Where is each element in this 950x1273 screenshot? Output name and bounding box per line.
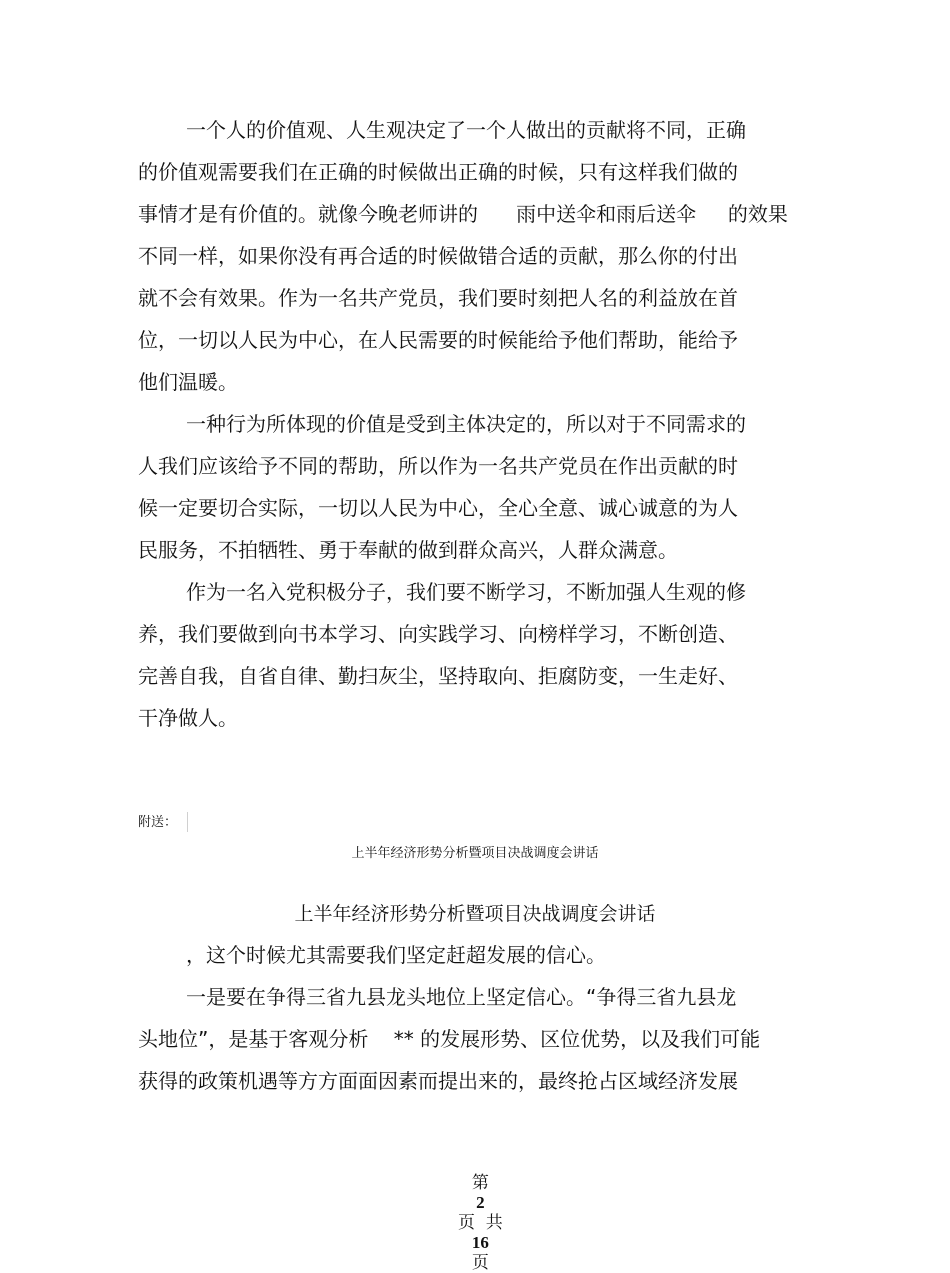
appendix-line: 一是要在争得三省九县龙头地位上坚定信心。“争得三省九县龙 xyxy=(186,985,737,1009)
body-line: 就不会有效果。作为一名共产党员，我们要时刻把人名的利益放在首 xyxy=(138,286,738,310)
appendix-small-title: 上半年经济形势分析暨项目决战调度会讲话 xyxy=(351,846,599,861)
appendix-line: 头地位”，是基于客观分析 ** 的发展形势、区位优势，以及我们可能 xyxy=(138,1027,761,1051)
body-line: 他们温暖。 xyxy=(138,370,238,394)
body-line: 干净做人。 xyxy=(138,706,238,730)
body-line: 的价值观需要我们在正确的时候做出正确的时候，只有这样我们做的 xyxy=(138,160,738,184)
body-line: 一种行为所体现的价值是受到主体决定的，所以对于不同需求的 xyxy=(186,412,746,436)
appendix-title: 上半年经济形势分析暨项目决战调度会讲话 xyxy=(294,903,656,925)
divider xyxy=(187,812,188,832)
footer-page-number: 2 xyxy=(476,1193,485,1212)
body-line: 养，我们要做到向书本学习、向实践学习、向榜样学习，不断创造、 xyxy=(138,622,738,646)
body-line: 民服务，不拍牺牲、勇于奉献的做到群众高兴，人群众满意。 xyxy=(138,538,678,562)
appendix-line: 获得的政策机遇等方方面面因素而提出来的，最终抢占区域经济发展 xyxy=(138,1069,738,1093)
body-line: 完善自我，自省自律、勤扫灰尘，坚持取向、拒腐防变，一生走好、 xyxy=(138,664,738,688)
body-line: 人我们应该给予不同的帮助，所以作为一名共产党员在作出贡献的时 xyxy=(138,454,738,478)
appendix-line: ，这个时候尤其需要我们坚定赶超发展的信心。 xyxy=(186,943,606,967)
footer-middle: 页 共 xyxy=(458,1213,503,1233)
body-line: 不同一样，如果你没有再合适的时候做错合适的贡献，那么你的付出 xyxy=(138,244,738,268)
footer-total-pages: 16 xyxy=(471,1233,489,1252)
body-line: 事情才是有价值的。就像今晚老师讲的 雨中送伞和雨后送伞 的效果 xyxy=(138,202,788,226)
body-line: 候一定要切合实际，一切以人民为中心，全心全意、诚心诚意的为人 xyxy=(138,496,738,520)
body-line: 作为一名入党积极分子，我们要不断学习，不断加强人生观的修 xyxy=(186,580,746,604)
body-line: 一个人的价值观、人生观决定了一个人做出的贡献将不同，正确 xyxy=(186,118,746,142)
footer-suffix: 页 xyxy=(471,1253,489,1273)
page-footer xyxy=(0,1153,950,1273)
appendix-label: 附送： xyxy=(138,815,178,830)
footer-prefix: 第 xyxy=(471,1173,489,1193)
body-line: 位，一切以人民为中心，在人民需要的时候能给予他们帮助，能给予 xyxy=(138,328,738,352)
